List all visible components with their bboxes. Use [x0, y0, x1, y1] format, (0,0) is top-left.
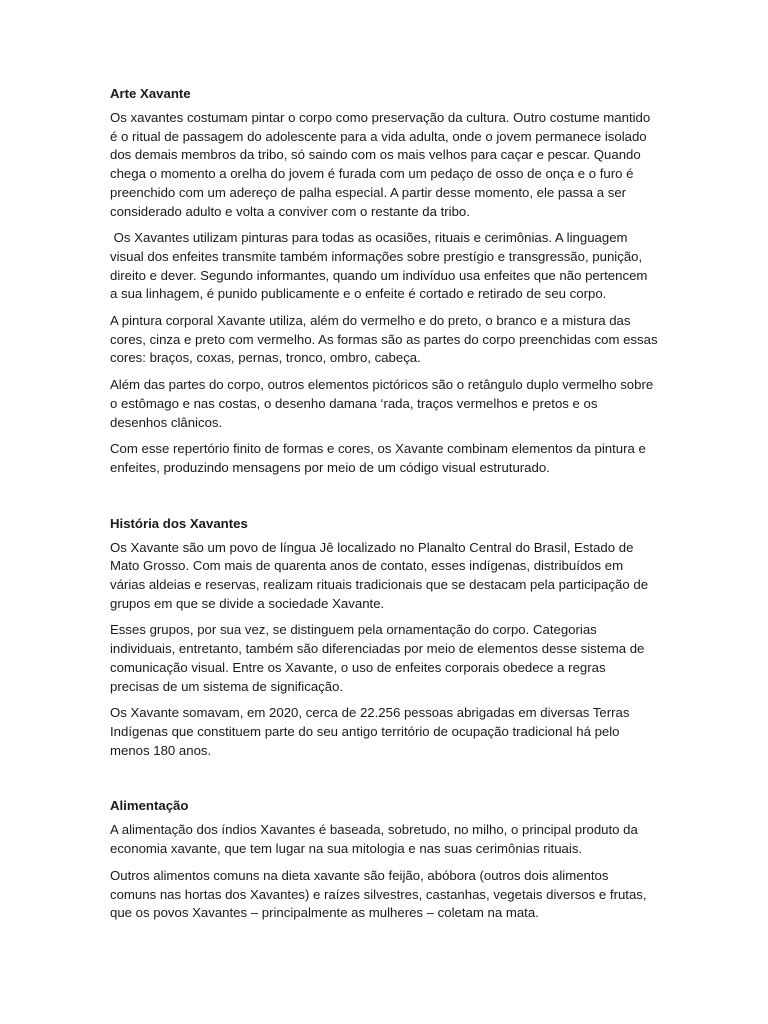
- paragraph: Esses grupos, por sua vez, se distinguem pela ornamentação do corpo. Categorias individuais, entretanto, também são diferenciadas por meio de elementos desse sistema de comunicação visual. Entre os Xavante, o uso de enfeites corporais obedece a regras precisas de um sistema de significação.: [110, 622, 645, 694]
- paragraph: Outros alimentos comuns na dieta xavante são feijão, abóbora (outros dois alimentos comuns nas hortas dos Xavantes) e raízes silvestres, castanhas, vegetais diversos e frutas, que os povos Xavantes – principalmente as mulheres – coletam na mata.: [110, 867, 647, 921]
- paragraph: Os Xavantes utilizam pinturas para todas as ocasiões, rituais e cerimônias. A linguagem visual dos enfeites transmite também informações sobre prestígio e transgressão, punição, direito e dever. Segundo informantes, quando um indivíduo usa enfeites que não pertencem a sua linhagem, é punido publicamente e o enfeite é cortado e retirado de seu corpo.: [110, 230, 652, 302]
- paragraph: A pintura corporal Xavante utiliza, além do vermelho e do preto, o branco e a mistura das cores, cinza e preto com vermelho. As formas são as partes do corpo preenchidas com essas cores: braços, coxas, pernas, tronco, ombro, cabeça.: [110, 313, 658, 366]
- section-heading: Arte Xavante: [110, 86, 191, 101]
- paragraph: A alimentação dos índios Xavantes é baseada, sobretudo, no milho, o principal produto da economia xavante, que tem lugar na sua mitologia e nas suas cerimônias rituais.: [110, 822, 638, 857]
- section-heading: História dos Xavantes: [110, 515, 248, 531]
- paragraph: Os xavantes costumam pintar o corpo como preservação da cultura. Outro costume mantido é o ritual de passagem do adolescente para a vida adulta, onde o jovem permanece isolado dos demais membros da tribo, só saindo com os mais velhos para caçar e pescar. Quando chega o momento a orelha do jovem é furada com um pedaço de osso de onça e o furo é preenchido com um adereço de palha especial. A partir desse momento, ele passa a ser considerado adulto e volta a conviver com o restante da tribo.: [110, 110, 651, 219]
- document-page: [110, 84, 658, 931]
- paragraph: Além das partes do corpo, outros elementos pictóricos são o retângulo duplo vermelho sobre o estômago e nas costas, o desenho damana ‘rada, traços vermelhos e pretos e os desenhos clânicos.: [110, 377, 654, 430]
- section-heading: Alimentação: [110, 798, 189, 814]
- paragraph: Os Xavante são um povo de língua Jê localizado no Planalto Central do Brasil, Estado de Mato Grosso. Com mais de quarenta anos de contato, esses indígenas, distribuídos em várias aldeias e reservas, realizam rituais tradicionais que se destacam pela participação de grupos em que se divide a sociedade Xavante.: [110, 539, 649, 611]
- section-arte-xavante: [110, 84, 658, 478]
- paragraph: Os Xavante somavam, em 2020, cerca de 22.256 pessoas abrigadas em diversas Terras Indígenas que constituem parte do seu antigo território de ocupação tradicional há pelo menos 180 anos.: [110, 705, 630, 758]
- section-alimentacao: [110, 796, 658, 923]
- paragraph: Com esse repertório finito de formas e cores, os Xavante combinam elementos da pintura e enfeites, produzindo mensagens por meio de um código visual estruturado.: [110, 441, 646, 475]
- section-historia-dos-xavantes: [110, 514, 658, 761]
